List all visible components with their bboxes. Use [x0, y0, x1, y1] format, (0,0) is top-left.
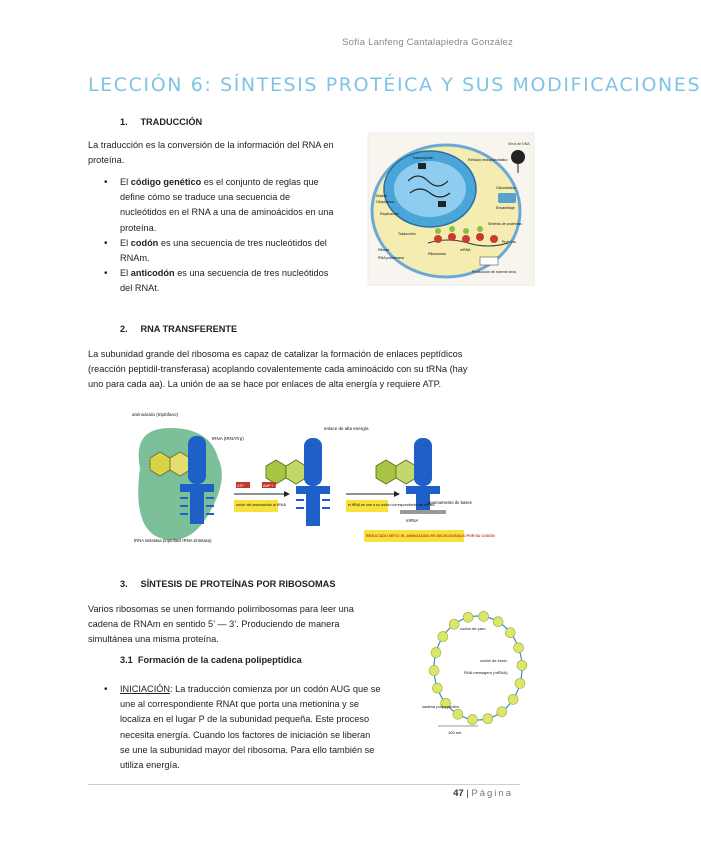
text: : La traducción comienza por un codón AUG que se	[170, 684, 381, 694]
cell-label-reticulo: Retículo endoplasmático	[468, 158, 508, 162]
trna-label-trna: tRNA (tRNATrp)	[212, 436, 244, 441]
cell-protein-synthesis-figure	[368, 133, 534, 285]
text-line: proteína.	[88, 155, 125, 166]
page-label: Página	[471, 788, 513, 799]
text: necesita energía. Cuando los factores de iniciación se liberan	[120, 729, 371, 740]
ribosome-bead	[429, 666, 439, 676]
text: del RNAt.	[120, 283, 160, 294]
footer-divider	[88, 784, 520, 785]
text: localiza en el lugar P de la subunidad pequeña. Este proceso	[120, 714, 370, 725]
text: El	[120, 177, 131, 187]
trna-label-codon: el tRNA se une a su codón correspondiente del mRNA	[348, 503, 435, 507]
ribosome-bead	[453, 709, 463, 719]
trna-aminoacylation-figure	[128, 408, 495, 554]
poly-label-inicio: codón de inicio	[480, 658, 507, 663]
page-number: 47	[453, 788, 464, 799]
text-line: cadena de RNAm en sentido 5’ — 3’. Produciendo de manera	[88, 619, 340, 630]
bold-term: anticodón	[130, 268, 175, 279]
ribosome-bead	[431, 648, 441, 658]
section-2-paragraph	[88, 347, 528, 393]
ribosome-bead	[449, 619, 459, 629]
text: El	[120, 237, 131, 248]
ribosome-bead	[432, 683, 442, 693]
cell-label-glicosilacion: Glicosilación	[496, 186, 517, 190]
text: RNAm.	[120, 253, 150, 264]
text-line: simultánea una misma proteína.	[88, 634, 219, 645]
text: es una secuencia de tres nucleótidos	[174, 268, 329, 279]
section-3-title: SÍNTESIS DE PROTEÍNAS POR RIBOSOMAS	[140, 579, 336, 589]
section-3-number: 3.	[120, 579, 128, 589]
text-line: La subunidad grande del ribosoma es capaz de catalizar la formación de enlaces peptídicos	[88, 349, 463, 359]
text: utiliza energía.	[120, 760, 180, 771]
cell-label-traduccion: Traducción	[398, 232, 416, 236]
poly-label-mrna: RNA mensajero (mRNA)	[464, 670, 508, 675]
section-3-bullets	[120, 682, 410, 773]
section-1-title: TRADUCCIÓN	[140, 117, 203, 127]
bullet-iniciacion	[120, 682, 410, 773]
poly-label-cadena: cadena polipeptídica	[422, 704, 459, 709]
ribosome-bead	[463, 612, 473, 622]
subsection-3-1-heading	[120, 655, 302, 665]
text: nucleótidos en el RNA a una de aminoácidos en una	[120, 207, 334, 218]
ribosome-bead	[479, 611, 489, 621]
bullet-codigo-genetico	[120, 175, 370, 236]
text-line: uno para cada aa). La unión de aa se hace por enlaces de alta energía y requiere ATP.	[88, 379, 442, 390]
cell-label-replicacion: Replicación	[380, 212, 399, 216]
cell-label-rna-polimerasa: RNA polimerasa	[378, 256, 404, 260]
ribosome-bead	[515, 678, 525, 688]
poly-label-scale: 100 nm	[448, 730, 462, 735]
section-1-heading	[120, 117, 202, 127]
cell-label-sintesis: Síntesis de proteínas	[488, 222, 522, 226]
trna-label-union: unión del aminoácido al tRNA	[236, 503, 287, 507]
cell-label-virus: Virus de DNA	[508, 142, 530, 146]
text-line: La traducción es la conversión de la información del RNA en	[88, 140, 334, 150]
trna-label-apareamiento: apareamiento de bases	[428, 500, 472, 505]
subsection-title: Formación de la cadena polipeptídica	[137, 655, 302, 665]
author-name: Sofía Lanfeng Cantalapiedra González	[342, 37, 513, 48]
cell-label-proteina: Proteína	[502, 240, 516, 244]
bullet-codon	[120, 236, 370, 266]
bold-term: código genético	[130, 177, 202, 187]
cell-label-nucleo: Núcleo	[376, 194, 388, 198]
section-2-title: RNA TRANSFERENTE	[140, 324, 238, 334]
trna-label-mrna: mRNA	[406, 518, 419, 523]
text: define cómo se traduce una secuencia de	[120, 192, 291, 203]
bold-term: codón	[130, 237, 159, 248]
text: une al correspondiente RNAt que porta una metionina y se	[120, 699, 360, 710]
trna-label-sintetasa: tRNA sintetasa (triptofanil tRNA sintetasa)	[134, 538, 212, 543]
ribosome-bead	[468, 715, 478, 725]
ribosome-bead	[517, 660, 527, 670]
text: es una secuencia de tres nucleótidos del	[158, 237, 327, 248]
text-line: Varios ribosomas se unen formando polirribosomas para leer una	[88, 604, 354, 614]
section-2-heading	[120, 324, 237, 334]
trna-label-aminoacido: aminoácido (triptófano)	[132, 412, 179, 417]
ribosome-bead	[505, 628, 515, 638]
ribosome-bead	[483, 714, 493, 724]
cell-label-mrna: mRNA	[460, 248, 471, 252]
section-1-number: 1.	[120, 117, 128, 127]
cell-label-transcripcion: Transcripción	[412, 156, 434, 160]
section-1-intro	[88, 138, 358, 168]
section-3-paragraph	[88, 602, 408, 648]
text: proteína.	[120, 222, 157, 233]
text-line: (reacción peptidil-transferasa) acoplando covalentemente cada aminoácido con su tRNa (hay	[88, 364, 468, 375]
footer-separator: |	[466, 788, 469, 799]
trna-label-enlace: enlace de alta energía	[324, 426, 369, 431]
trna-label-amp: AMP + 2Pi	[263, 484, 281, 488]
section-2-number: 2.	[120, 324, 128, 334]
cell-label-ribosa: Ribosa	[378, 248, 390, 252]
cell-label-ribosomas: Ribosomas	[428, 252, 446, 256]
ribosome-bead	[514, 643, 524, 653]
trna-label-resultado: RESULTADO NETO: EL AMINOÁCIDO ES SELECCIONADO POR SU CODÓN	[366, 534, 495, 538]
subsection-number: 3.1	[120, 655, 133, 665]
ribosome-bead	[438, 632, 448, 642]
ribosome-bead	[508, 694, 518, 704]
text: se une la subunidad mayor del ribosoma. Para ello también se	[120, 744, 375, 755]
cell-label-nuevos-virus: Producción de nuevos virus	[472, 270, 517, 274]
ribosome-bead	[497, 707, 507, 717]
poly-label-paro: codón de paro	[460, 626, 486, 631]
ribosome-bead	[493, 617, 503, 627]
page-footer	[453, 788, 513, 799]
polyribosome-figure	[418, 600, 534, 740]
cell-label-ensamblaje: Ensamblaje	[496, 206, 515, 210]
cell-label-citoplasma: Citoplasma	[376, 200, 394, 204]
bullet-anticodon	[120, 266, 370, 296]
text: El	[120, 268, 131, 279]
underlined-term: INICIACIÓN	[120, 684, 171, 694]
trna-label-atp: ATP	[237, 484, 244, 488]
text: es el conjunto de reglas que	[201, 177, 319, 187]
lesson-title: LECCIÓN 6: SÍNTESIS PROTÉICA Y SUS MODIFICACIONES	[88, 74, 701, 96]
section-1-bullets	[120, 175, 370, 297]
section-3-heading	[120, 579, 335, 589]
